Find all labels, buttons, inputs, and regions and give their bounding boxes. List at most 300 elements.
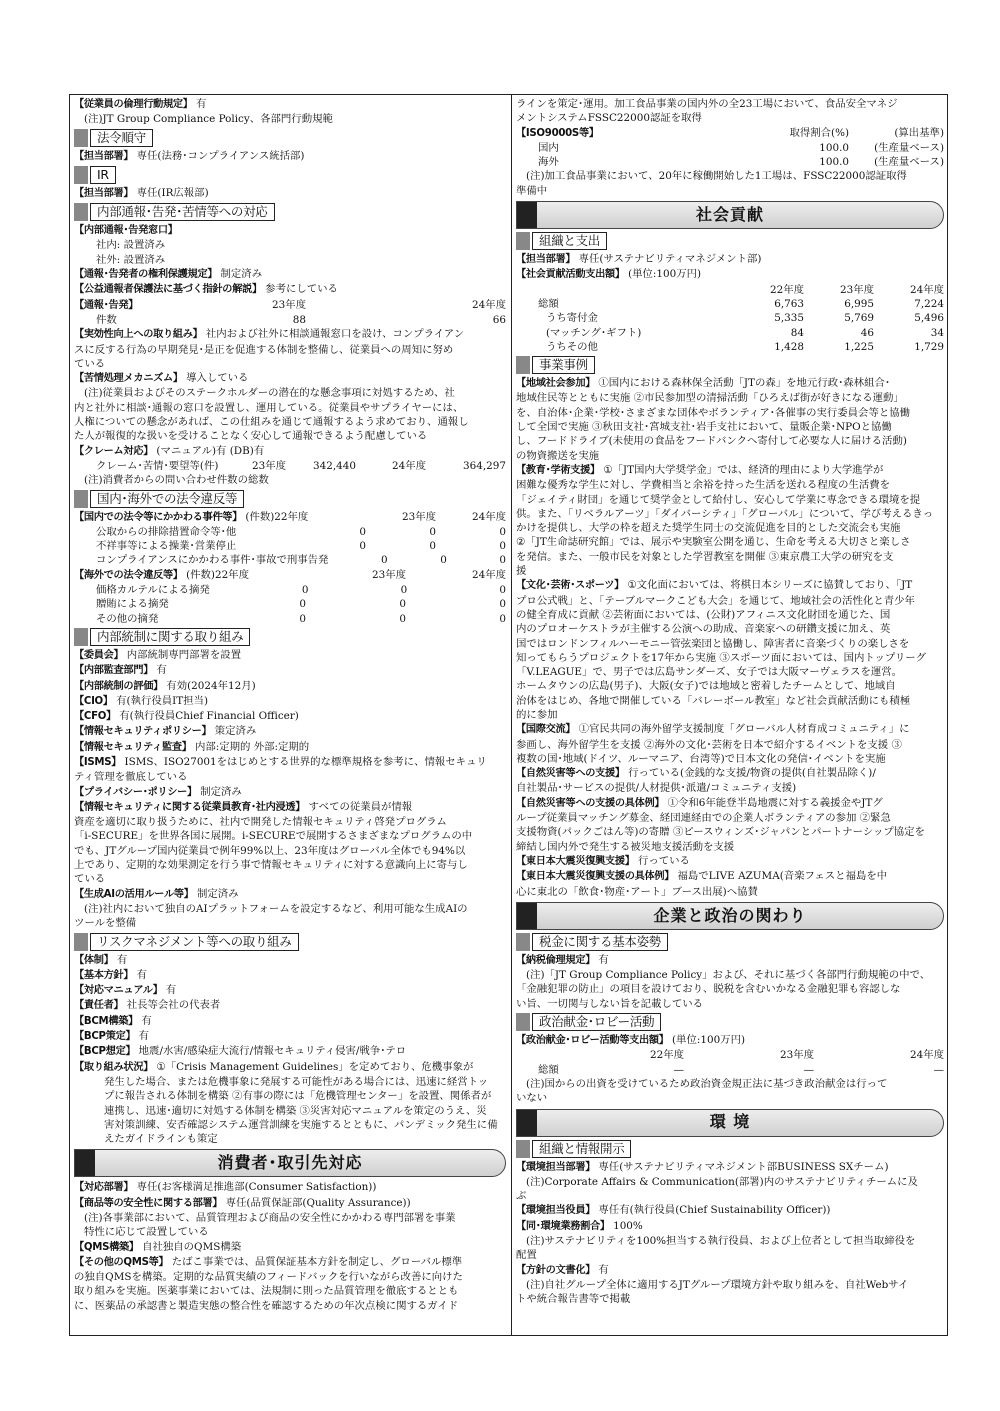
text-line: [516, 535, 944, 549]
item-value: (注)消費者からの問い合わせ件数の総数: [84, 474, 269, 487]
item-key: 【基本方針】: [74, 969, 134, 981]
text-line: [516, 1234, 944, 1248]
text-line: [74, 755, 506, 770]
text-line: [74, 327, 506, 342]
item-value: その他の摘発: [96, 612, 159, 625]
item-key: 【BCM構築】: [74, 1015, 139, 1027]
item-value: 上であり、定期的な効果測定を行う事で情報セキュリティに対する意識向上に寄与し: [74, 859, 468, 872]
item-key: 【国際交流】: [516, 724, 576, 736]
section-banner: [516, 902, 944, 930]
text-line: [74, 770, 506, 784]
table-row: [516, 326, 944, 340]
item-key: 【ISMS】: [74, 756, 122, 768]
item-value: 特性に応じて設置している: [84, 1226, 209, 1239]
text-line: [74, 282, 506, 297]
right-column: [516, 97, 944, 1306]
item-key: 【政治献金･ロビー活動等支出額】: [516, 1035, 669, 1047]
item-key: 【BCP想定】: [74, 1046, 136, 1058]
table-row: [74, 583, 506, 597]
row-label: [74, 510, 351, 525]
table-cell: (算出基準): [894, 126, 944, 139]
row-label: [96, 583, 210, 597]
text-line: [74, 112, 506, 126]
text-line: [516, 622, 944, 636]
item-key: 【内部通報･告発窓口】: [74, 225, 178, 237]
text-line: [74, 415, 506, 429]
item-value: 有: [162, 984, 177, 997]
text-line: [74, 186, 506, 201]
item-key: 【CFO】: [74, 711, 116, 723]
text-line: [516, 252, 944, 267]
text-line: [516, 1263, 944, 1278]
item-value: た人が報復的な扱いを受けることなく安心して通報できるよう配慮している: [74, 430, 428, 443]
text-line: [516, 463, 944, 478]
text-line: [74, 679, 506, 694]
row-label: [96, 612, 206, 626]
item-key: 【自然災害等への支援】: [516, 768, 625, 780]
table-row: [74, 298, 506, 313]
item-value: 有: [595, 953, 609, 966]
text-line: [516, 406, 944, 420]
subsection-header: [74, 166, 506, 184]
item-value: でも、JTグループ国内従業員で例年99%以上、23年度はグローバル全体でも94%以: [74, 844, 466, 857]
item-value: (注)国からの出資を受けているため政治資金規正法に基づき政治献金は行って: [526, 1077, 888, 1090]
table-cell: 24年度: [391, 459, 426, 472]
row-label: [546, 326, 734, 340]
item-key: 【納税倫理規定】: [516, 954, 596, 966]
table-row: [516, 297, 944, 311]
subsection-header: [516, 933, 944, 951]
section-banner: [516, 201, 944, 229]
item-value: プロ公式戦」と、「テーブルマークこども大会」を通じて、地域社会の活性化と青少年: [516, 594, 915, 607]
item-key: 【プライバシー･ポリシー】: [74, 786, 197, 798]
item-key: 【社会貢献活動支出額】: [516, 269, 625, 281]
item-key: 【体制】: [74, 954, 114, 966]
row-label: [96, 459, 226, 473]
item-value: 不祥事等による操業･営業停止: [96, 540, 237, 553]
subsection-header: [516, 356, 944, 374]
item-key: 【クレーム対応】: [74, 445, 154, 457]
text-line: [74, 444, 506, 459]
item-value: ラインを策定･運用。加工食品事業の国内外の全23工場において、食品安全マネジ: [516, 98, 898, 110]
item-value: 参考にしている: [261, 283, 338, 296]
text-line: [516, 1189, 944, 1203]
table-cell: 100.0: [819, 156, 849, 169]
subsection-title: 政治献金･ロビー活動: [532, 1013, 661, 1031]
text-line: [516, 608, 944, 622]
table-cell: 23年度: [271, 298, 306, 311]
item-value: に、医薬品の承認書と製造実態の整合性を確認するための年次点検に関するガイド: [74, 1299, 459, 1312]
table-cell: 23年度: [371, 568, 406, 581]
text-line: [74, 1180, 506, 1195]
item-value: 的に参加: [516, 708, 558, 721]
row-label: [538, 1063, 584, 1077]
table-cell: 6,995: [844, 297, 874, 310]
item-key: 【対応マニュアル】: [74, 985, 163, 997]
item-key: 【QMS構築】: [74, 1241, 139, 1253]
item-value: 専任(お客様満足推進部(Consumer Satisfaction)): [133, 1181, 377, 1194]
table-row: [74, 510, 506, 525]
table-row: [74, 525, 506, 539]
item-value: 取り組みを実施。医薬事業においては、法規制に則った品質管理を徹底するととも: [74, 1285, 459, 1298]
item-value: し、フードドライブ(未使用の食品をフードバンクへ寄付して必要な人に届ける活動): [516, 435, 907, 448]
item-value: 価格カルテルによる摘発: [96, 584, 210, 597]
item-value: 自社製品･サービスの提供/人材提供･派遣/コミュニティ支援): [516, 782, 797, 795]
item-value: かけを提供し、大学の枠を超えた奨学生同士の交流促進を目的とした交流会も実施: [516, 522, 901, 535]
subsection-marker: [74, 203, 88, 221]
table-cell: 34: [930, 326, 944, 339]
item-value: 社長等会社の代表者: [123, 999, 221, 1012]
item-value: 有: [113, 953, 128, 966]
text-line: [74, 1014, 506, 1029]
text-line: [516, 376, 944, 391]
item-value: メントシステムFSSC22000認証を取得: [516, 112, 702, 125]
table-row: [74, 539, 506, 553]
item-key: 【責任者】: [74, 1000, 124, 1012]
table-cell: 364,297: [463, 459, 506, 472]
column-divider: [511, 94, 512, 1336]
table-row: [516, 311, 944, 325]
item-key: 【地域社会参加】: [516, 378, 596, 390]
item-key: 【環境担当部署】: [516, 1161, 596, 1173]
item-key: 【情報セキュリティポリシー】: [74, 726, 212, 738]
table-row: [74, 553, 506, 567]
text-line: [74, 1044, 506, 1059]
item-value: 専任有(執行役員(Chief Sustainability Officer)): [595, 1204, 831, 1217]
table-cell: 1,225: [844, 340, 874, 353]
item-key: 【商品等の安全性に関する部署】: [74, 1197, 223, 1209]
table-row: [74, 568, 506, 583]
item-value: 有: [138, 1014, 152, 1027]
item-key: 【担当部署】: [516, 254, 576, 266]
table-cell: 23年度: [779, 1049, 814, 1062]
item-value: 「V.LEAGUE」で、男子では広島サンダーズ、女子では大阪マーヴェラスを運営。: [516, 666, 903, 679]
item-key: 【担当部署】: [74, 150, 134, 162]
table-cell: 5,496: [914, 312, 944, 325]
item-value: の独自QMSを構築。定期的な品質実績のフィードバックを行いながら改善に向けた: [74, 1271, 463, 1284]
table-row: [516, 126, 944, 141]
text-line: [516, 869, 944, 884]
table-cell: 0: [499, 540, 506, 553]
table-cell: 0: [299, 612, 306, 625]
text-line: [74, 223, 506, 238]
subsection-title: 国内･海外での法令違反等: [90, 490, 244, 508]
item-value: 行っている(金銭的な支援/物資の提供(自社製品除く)/: [624, 767, 876, 780]
item-value: たばこ事業では、品質保証基本方針を制定し、グローバル標準: [168, 1255, 463, 1268]
text-line: [74, 953, 506, 968]
text-line: [74, 844, 506, 858]
subsection-marker: [74, 166, 88, 184]
item-value: ①官民共同の海外留学支援制度「グローバル人材育成コミュニティ」に: [575, 723, 910, 736]
item-key: 【生成AIの活用ルール等】: [74, 888, 194, 900]
text-line: [74, 800, 506, 815]
text-line: [74, 887, 506, 902]
table-cell: 0: [399, 598, 406, 611]
table-cell: 24年度: [471, 510, 506, 523]
text-line: [74, 429, 506, 443]
row-label: [96, 539, 296, 553]
item-value: 治体をはじめ、各地で開催している「バレーボール教室」など社会貢献活動にも積極: [516, 694, 911, 707]
text-line: [516, 521, 944, 535]
subsection-title: 内部通報･告発･苦情等への対応: [90, 203, 275, 221]
item-value: 件数: [96, 313, 117, 326]
item-key: 【CIO】: [74, 695, 113, 707]
table-cell: 0: [400, 584, 408, 597]
table-cell: 7,224: [914, 297, 944, 310]
text-line: [74, 1089, 506, 1103]
text-line: [74, 872, 506, 886]
text-line: [74, 357, 506, 371]
table-row: [516, 1063, 944, 1077]
item-key: 【国内での法令等にかかわる事件等】: [74, 511, 243, 523]
item-value: クレーム･苦情･要望等(件): [96, 459, 219, 472]
item-value: 有(執行役員IT担当): [112, 694, 208, 707]
table-cell: 0: [499, 525, 506, 538]
item-key: 【方針の文書化】: [516, 1264, 596, 1276]
item-value: して全国で実施 ③秋田支社･宮城支社･岩手支社において、量販企業･NPOと協働: [516, 421, 892, 434]
item-value: 準備中: [516, 184, 548, 197]
text-line: [516, 1033, 944, 1048]
text-line: [74, 709, 506, 724]
table-cell: 0: [429, 525, 436, 538]
text-line: [516, 738, 944, 752]
item-value: 発生した場合、または危機事象に発展する可能性がある場合には、迅速に経営トッ: [104, 1075, 489, 1088]
subsection-marker: [516, 933, 530, 951]
item-key: 【ISO9000S等】: [516, 127, 599, 139]
item-value: 専任(品質保証部(Quality Assurance)): [222, 1196, 411, 1209]
item-value: 制定済み: [196, 785, 242, 798]
item-value: 策定済み: [211, 725, 257, 738]
table-cell: 22年度: [769, 283, 804, 296]
table-cell: 0: [499, 554, 506, 567]
item-value: 行っている: [634, 854, 690, 867]
section-title: 環 境: [709, 1112, 751, 1132]
table-cell: 100.0: [819, 141, 849, 154]
subsection-marker: [516, 356, 530, 374]
item-value: 地震/水害/感染症大流行/情報セキュリティ侵害/戦争･テロ: [135, 1045, 407, 1058]
table-row: [516, 1048, 944, 1062]
item-key: 【教育･学術支援】: [516, 464, 600, 476]
table-cell: 24年度: [909, 283, 944, 296]
item-value: ①「JT国内大学奨学金」では、経済的理由により大学進学が: [599, 463, 884, 476]
text-line: [516, 1278, 944, 1292]
item-value: 連携し、迅速･適切に対処する体制を構築 ③災害対応マニュアルを策定のうえ、災: [104, 1104, 487, 1117]
item-value: 公取からの排除措置命令等･他: [96, 525, 237, 538]
table-row: [74, 313, 506, 327]
item-value: 専任(IR広報部): [133, 186, 209, 199]
text-line: [516, 665, 944, 679]
text-line: [516, 694, 944, 708]
text-line: [74, 1075, 506, 1089]
item-value: いない: [516, 1092, 548, 1105]
subsection-header: [74, 129, 506, 147]
item-value: (件数)22年度: [242, 510, 309, 523]
text-line: [516, 478, 944, 492]
section-marker: [75, 1150, 95, 1176]
item-value: えたガイドラインも策定: [104, 1133, 218, 1146]
text-line: [516, 997, 944, 1011]
item-value: 有: [153, 664, 167, 677]
table-cell: 1,428: [774, 340, 804, 353]
text-line: [516, 564, 944, 578]
text-line: [74, 149, 506, 164]
item-value: 「金融犯罪の防止」の項目を設けており、脱税を含むいかなる金融犯罪も容認しな: [516, 983, 901, 996]
subsection-marker: [74, 933, 88, 951]
text-line: [516, 391, 944, 405]
text-line: [516, 982, 944, 996]
table-cell: 取得割合(%): [789, 126, 849, 139]
text-line: [516, 449, 944, 463]
text-line: [516, 1175, 944, 1189]
item-value: (マニュアル)有 (DB)有: [153, 444, 265, 457]
text-line: [74, 1029, 506, 1044]
item-value: 有: [135, 1030, 150, 1043]
table-row: [516, 283, 944, 297]
table-cell: 0: [399, 612, 406, 625]
section-marker: [517, 202, 537, 228]
item-value: ツールを整備: [74, 917, 137, 930]
text-line: [516, 111, 944, 125]
item-value: い旨、一切関与しない旨を記載している: [516, 997, 704, 1010]
item-value: (注)JT Group Compliance Policy、各部門行動規範: [84, 113, 333, 126]
text-line: [74, 97, 506, 112]
item-value: 導入している: [182, 372, 249, 385]
row-label: [96, 313, 186, 327]
text-line: [74, 267, 506, 282]
row-label: [74, 568, 306, 583]
section-title: 消費者･取引先対応: [217, 1153, 363, 1173]
item-value: プに報告される体制を構築 ②有事の際には「危機管理センター」を設置、関係者が: [104, 1090, 492, 1103]
item-value: 締結し国内外で発生する被災地支援活動を支援: [516, 840, 735, 853]
text-line: [74, 829, 506, 843]
item-value: 総額: [538, 1063, 559, 1076]
table-cell: 0: [429, 540, 436, 553]
item-value: (件数)22年度: [182, 568, 249, 581]
row-label: [538, 155, 809, 169]
item-value: 有: [192, 98, 207, 110]
table-cell: 22年度: [649, 1049, 684, 1062]
text-line: [516, 854, 944, 869]
item-key: 【実効性向上への取り組み】: [74, 329, 203, 341]
text-line: [74, 1211, 506, 1225]
section-title: 社会貢献: [695, 204, 764, 224]
section-title: 企業と政治の関わり: [653, 905, 807, 925]
table-cell: (生産量ベース): [874, 156, 944, 169]
subsection-title: 組織と支出: [532, 232, 607, 250]
section-banner: [74, 1149, 506, 1177]
text-line: [74, 238, 506, 252]
text-line: [516, 184, 944, 198]
text-line: [74, 1132, 506, 1146]
item-value: 専任(サステナビリティマネジメント部BUSINESS SXチーム): [595, 1160, 889, 1173]
item-value: 内のプロオーケストラが主催する公演への助成、音楽家への研鑽支援に加え、英: [516, 623, 891, 636]
item-value: (注)「JT Group Compliance Policy」および、それに基づく各部門行動規範の中で、: [526, 969, 931, 982]
item-value: ぶ: [516, 1190, 527, 1203]
item-value: 供。また、「リベラルアーツ」「ダイバーシティ」「グローバル」について、学び考えるきっ: [516, 507, 934, 520]
item-value: 総額: [538, 297, 559, 310]
text-line: [74, 1299, 506, 1313]
item-value: コンプライアンスにかかわる事件･事故で刑事告発: [96, 554, 329, 567]
item-value: 有効(2024年12月): [163, 679, 256, 692]
item-key: 【内部統制の評価】: [74, 680, 163, 692]
table-cell: 0: [499, 612, 506, 625]
subsection-title: 内部統制に関する取り組み: [90, 628, 250, 646]
text-line: [516, 578, 944, 593]
item-key: 【取り組み状況】: [74, 1061, 154, 1073]
table-cell: 24年度: [471, 298, 506, 311]
item-value: ている: [74, 873, 106, 886]
item-value: ①令和6年能登半島地震に対する義援金やJTグ: [664, 796, 883, 809]
table-row: [74, 597, 506, 611]
item-value: ②「JT生命誌研究館」では、展示や実験室公開を通じ、生命を考える大切さと楽しさ: [516, 536, 911, 549]
subsection-marker: [74, 129, 88, 147]
table-cell: 23年度: [839, 283, 874, 296]
item-value: ホームタウンの広島(男子)、大阪(女子)では地域と密着したチームとして、地域自: [516, 680, 896, 693]
text-line: [516, 679, 944, 693]
subsection-header: [74, 203, 506, 221]
table-cell: 24年度: [471, 568, 506, 581]
table-cell: 5,335: [774, 312, 804, 325]
text-line: [516, 781, 944, 795]
text-line: [516, 434, 944, 448]
item-value: 「ジェイティ財団」を通じて奨学金として給付し、安心して学業に専念できる環境を提: [516, 493, 921, 506]
item-value: 社内: 設置済み: [96, 239, 166, 252]
item-value: 制定済み: [217, 268, 263, 281]
item-value: (注)サステナビリティを100%担当する執行役員、および上位者として担当取締役を: [526, 1235, 916, 1247]
subsection-marker: [74, 490, 88, 508]
table-cell: 0: [359, 540, 366, 553]
text-line: [74, 648, 506, 663]
text-line: [516, 651, 944, 665]
left-column: [74, 97, 506, 1313]
text-line: [516, 722, 944, 737]
subsection-header: [516, 232, 944, 250]
row-label: [546, 340, 734, 354]
item-value: 有: [133, 968, 148, 981]
item-key: 【内部監査部門】: [74, 665, 154, 677]
table-row: [516, 141, 944, 155]
item-key: 【情報セキュリティに関する従業員教育･社内浸透】: [74, 801, 306, 813]
item-value: 有: [595, 1263, 609, 1276]
text-line: [74, 1240, 506, 1255]
table-cell: —: [933, 1063, 944, 1076]
table-cell: 23年度: [251, 459, 286, 472]
text-line: [74, 694, 506, 709]
subsection-marker: [74, 628, 88, 646]
text-line: [74, 916, 506, 930]
table-cell: 66: [492, 313, 506, 326]
table-row: [516, 155, 944, 169]
text-line: [74, 253, 506, 267]
text-line: [516, 97, 944, 111]
item-value: スに反する行為の早期発見･是正を促進する体制を整備し、従業員への周知に努め: [74, 343, 454, 356]
item-value: うちその他: [546, 340, 598, 353]
text-line: [74, 1104, 506, 1118]
item-value: 海外: [538, 156, 559, 169]
item-value: 福島でLIVE AZUMA(音楽フェスと福島を中: [674, 870, 888, 883]
table-cell: 0: [299, 598, 306, 611]
item-key: 【通報･告発】: [74, 299, 139, 311]
text-line: [74, 983, 506, 998]
text-line: [74, 343, 506, 357]
row-label: [516, 1048, 584, 1062]
item-value: 知ってもらうプロジェクトを17年から実施 ③スポーツ面においては、国内トップリーグ: [516, 651, 927, 664]
item-key: 【同･環境業務割合】: [516, 1220, 610, 1232]
text-line: [516, 493, 944, 507]
text-line: [74, 1118, 506, 1132]
item-value: 人権についての懸念があれば、この仕組みを通じて通報するよう求めており、通報し: [74, 416, 469, 429]
row-label: [516, 126, 749, 141]
